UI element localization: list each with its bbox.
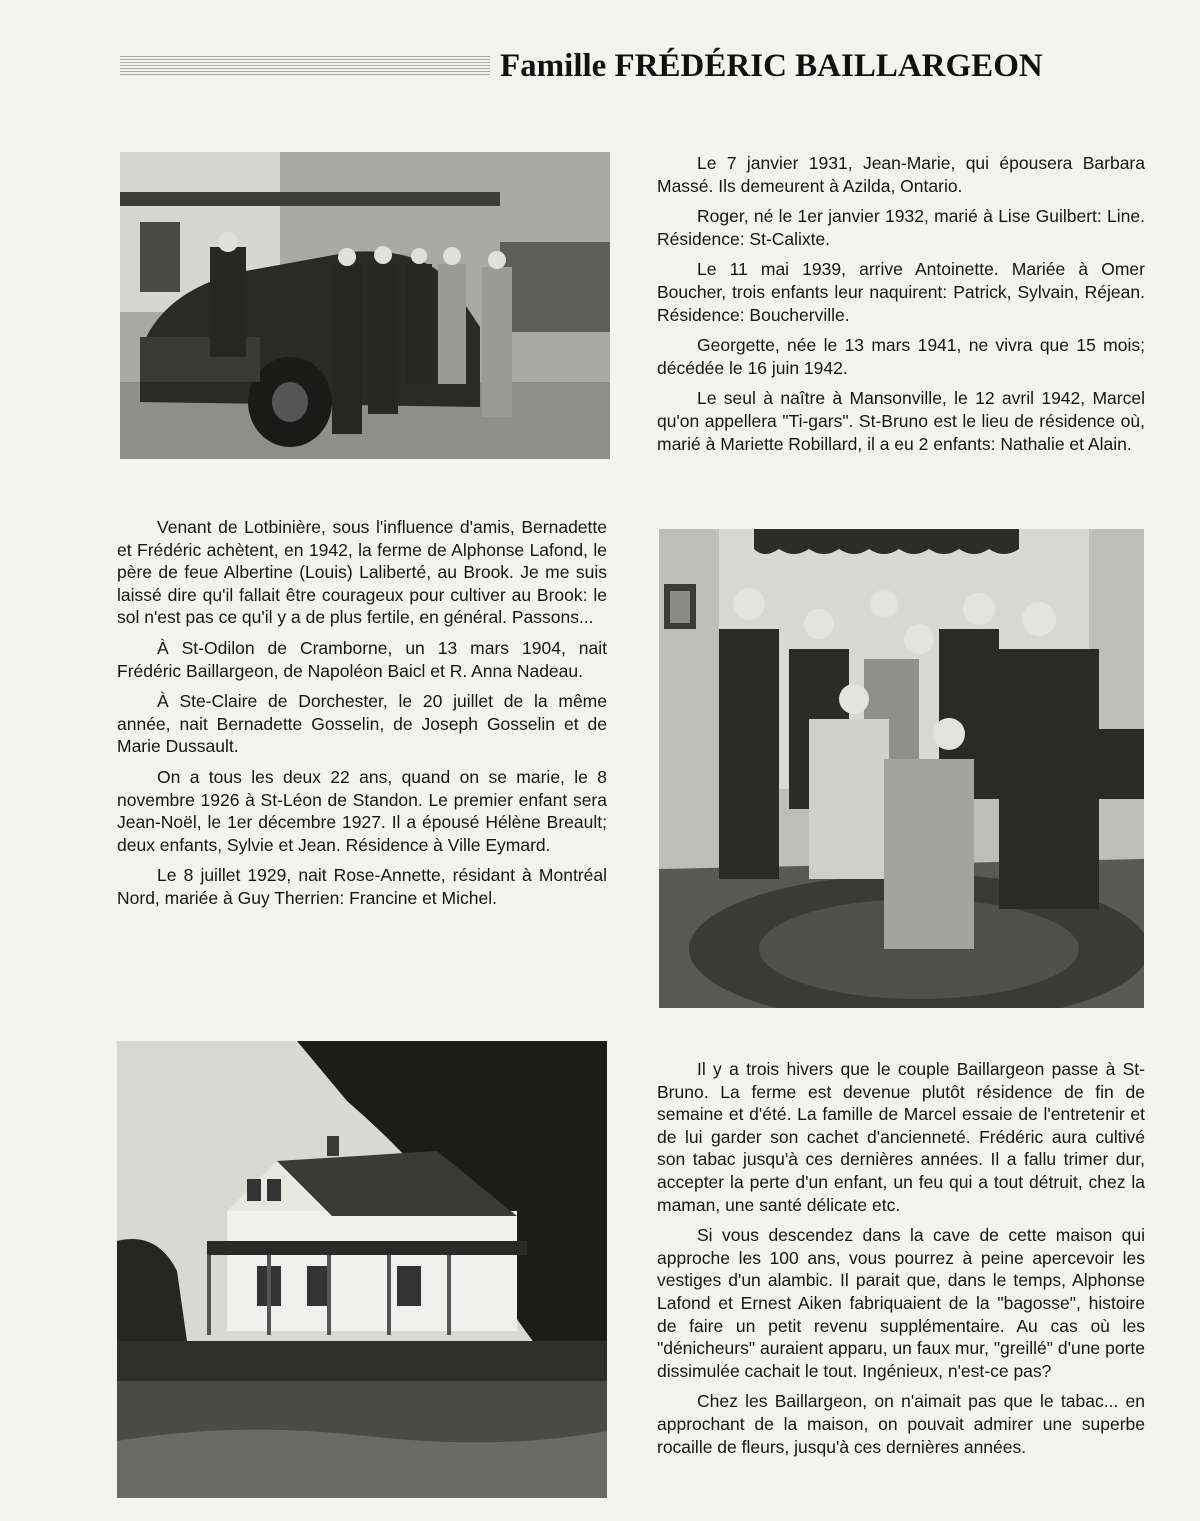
left-text-column	[117, 516, 607, 918]
photo-farmhouse	[117, 1041, 607, 1498]
paragraph: Chez les Baillargeon, on n'aimait pas que le tabac... en approchant de la maison, on pouvait admirer une superbe rocaille de fleurs, jusqu'à ces dernières années.	[657, 1391, 1145, 1457]
paragraph: Il y a trois hivers que le couple Baillargeon passe à St-Bruno. La ferme est devenue plutôt résidence de fin de semaine et d'été. La famille de Marcel essaie de l'entretenir et de lui garder son cachet d'ancienneté. Frédéric aura cultivé son tabac jusqu'à ces dernières années. Il a fallu trimer dur, accepter la perte d'un enfant, un feu qui a tout détruit, chez la maman, une santé délicate etc.	[657, 1059, 1145, 1215]
paragraph: Georgette, née le 13 mars 1941, ne vivra que 15 mois; décédée le 16 juin 1942.	[657, 335, 1145, 378]
photo-farmhouse-image	[117, 1041, 607, 1498]
paragraph: Venant de Lotbinière, sous l'influence d'amis, Bernadette et Frédéric achètent, en 1942, la ferme de Alphonse Lafond, le père de feue Albertine (Louis) Laliberté, au Brook. Je me suis laissé dire qu'il fallait être courageux pour cultiver au Brook: le sol n'est pas ce qu'il y a de plus fertile, en général. Passons...	[117, 517, 607, 628]
paragraph: Le seul à naître à Mansonville, le 12 avril 1942, Marcel qu'on appellera "Ti-gars". St-Bruno est le lieu de résidence où, marié à Mariette Robillard, il a eu 2 enfants: Nathalie et Alain.	[657, 388, 1145, 454]
paragraph: Le 11 mai 1939, arrive Antoinette. Mariée à Omer Boucher, trois enfants leur naquirent: Patrick, Sylvain, Réjean. Résidence: Boucherville.	[657, 259, 1145, 325]
photo-family-group	[659, 529, 1144, 1008]
page-title: Famille FRÉDÉRIC BAILLARGEON	[500, 48, 1043, 84]
photo-family-truck-image	[120, 152, 610, 459]
paragraph: À St-Odilon de Cramborne, un 13 mars 1904, nait Frédéric Baillargeon, de Napoléon Baicl et R. Anna Nadeau.	[117, 637, 607, 681]
paragraph: Roger, né le 1er janvier 1932, marié à Lise Guilbert: Line. Résidence: St-Calixte.	[657, 206, 1145, 249]
photo-family-truck	[120, 152, 610, 459]
title-decorative-rule	[120, 56, 490, 76]
photo-family-group-image	[659, 529, 1144, 1008]
right-text-column-bottom	[657, 1058, 1145, 1466]
paragraph: Le 7 janvier 1931, Jean-Marie, qui épousera Barbara Massé. Ils demeurent à Azilda, Ontario.	[657, 153, 1145, 196]
paragraph: À Ste-Claire de Dorchester, le 20 juillet de la même année, nait Bernadette Gosselin, de Joseph Gosselin et de Marie Dussault.	[117, 691, 607, 757]
paragraph: On a tous les deux 22 ans, quand on se marie, le 8 novembre 1926 à St-Léon de Standon. Le premier enfant sera Jean-Noël, le 1er décembre 1927. Il a épousé Hélène Breault; deux enfants, Sylvie et Jean. Résidence à Ville Eymard.	[117, 766, 607, 855]
right-text-column-top	[657, 152, 1145, 463]
paragraph: Le 8 juillet 1929, nait Rose-Annette, résidant à Montréal Nord, mariée à Guy Therrien: Francine et Michel.	[117, 865, 607, 908]
paragraph: Si vous descendez dans la cave de cette maison qui approche les 100 ans, vous pourrez à peine apercevoir les vestiges d'un alambic. Il parait que, dans le temps, Alphonse Lafond et Ernest Aiken fabriquaient de la "bagosse", histoire de faire un petit revenu supplémentaire. Au cas où les "dénicheurs" auraient apparu, un faux mur, "greillé" d'une porte dissimulée cachait le tout. Ingénieux, n'est-ce pas?	[657, 1225, 1145, 1381]
